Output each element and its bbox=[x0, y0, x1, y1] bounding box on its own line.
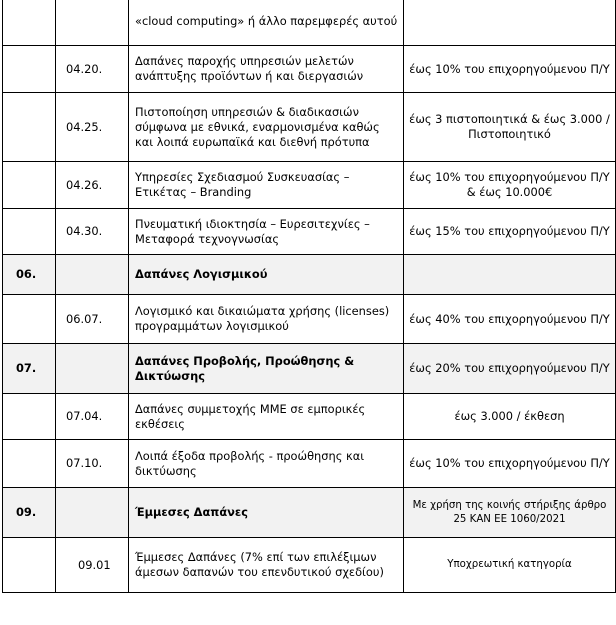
category-code: 06. bbox=[3, 255, 56, 295]
expense-description: Δαπάνες συμμετοχής ΜΜΕ σε εμπορικές εκθέσεις bbox=[129, 394, 404, 440]
subcategory-code: 04.20. bbox=[56, 46, 129, 93]
table-row bbox=[3, 538, 616, 593]
expense-limit: έως 40% του επιχορηγούμενου Π/Υ bbox=[404, 295, 616, 344]
subcategory-code bbox=[56, 488, 129, 538]
subcategory-code: 04.30. bbox=[56, 209, 129, 255]
expense-limit: έως 15% του επιχορηγούμενου Π/Υ bbox=[404, 209, 616, 255]
category-code: 09. bbox=[3, 488, 56, 538]
expense-limit bbox=[404, 0, 616, 46]
subcategory-code bbox=[56, 344, 129, 394]
expense-description: Υπηρεσίες Σχεδιασμού Συσκευασίας – Ετικέτας – Branding bbox=[129, 162, 404, 209]
category-code bbox=[3, 538, 56, 593]
table-row bbox=[3, 440, 616, 488]
category-code bbox=[3, 440, 56, 488]
table-row bbox=[3, 46, 616, 93]
expense-description: Έμμεσες Δαπάνες (7% επί των επιλέξιμων άμεσων δαπανών του επενδυτικού σχεδίου) bbox=[129, 538, 404, 593]
expense-limit: έως 3 πιστοποιητικά & έως 3.000 / Πιστοποιητικό bbox=[404, 93, 616, 162]
category-code bbox=[3, 162, 56, 209]
category-code bbox=[3, 209, 56, 255]
expense-description: Πνευματική ιδιοκτησία – Ευρεσιτεχνίες – Μεταφορά τεχνογνωσίας bbox=[129, 209, 404, 255]
table-row bbox=[3, 0, 616, 46]
table-row bbox=[3, 295, 616, 344]
table-row bbox=[3, 255, 616, 295]
subcategory-code: 07.04. bbox=[56, 394, 129, 440]
expense-description: Δαπάνες παροχής υπηρεσιών μελετών ανάπτυξης προϊόντων ή και διεργασιών bbox=[129, 46, 404, 93]
table-row bbox=[3, 162, 616, 209]
category-title: Δαπάνες Προβολής, Προώθησης & Δικτύωσης bbox=[129, 344, 404, 394]
expense-description: Πιστοποίηση υπηρεσιών & διαδικασιών σύμφωνα με εθνικά, εναρμονισμένα καθώς και λοιπά ευρωπαϊκά και διεθνή πρότυπα bbox=[129, 93, 404, 162]
table-row bbox=[3, 209, 616, 255]
table-row bbox=[3, 488, 616, 538]
subcategory-code: 09.01 bbox=[56, 538, 129, 593]
table-row bbox=[3, 344, 616, 394]
category-code bbox=[3, 394, 56, 440]
expense-description: Λογισμικό και δικαιώματα χρήσης (licenses) προγραμμάτων λογισμικού bbox=[129, 295, 404, 344]
expense-description: «cloud computing» ή άλλο παρεμφερές αυτού bbox=[129, 0, 404, 46]
category-code bbox=[3, 0, 56, 46]
expense-limit: έως 10% του επιχορηγούμενου Π/Υ & έως 10.000€ bbox=[404, 162, 616, 209]
expense-description: Λοιπά έξοδα προβολής - προώθησης και δικτύωσης bbox=[129, 440, 404, 488]
expense-limit: Υποχρεωτική κατηγορία bbox=[404, 538, 616, 593]
category-code bbox=[3, 46, 56, 93]
subcategory-code bbox=[56, 0, 129, 46]
subcategory-code: 06.07. bbox=[56, 295, 129, 344]
table-row bbox=[3, 394, 616, 440]
category-title: Έμμεσες Δαπάνες bbox=[129, 488, 404, 538]
table-row bbox=[3, 93, 616, 162]
expense-limit: Με χρήση της κοινής στήριξης άρθρο 25 ΚΑΝ ΕΕ 1060/2021 bbox=[404, 488, 616, 538]
subcategory-code: 04.26. bbox=[56, 162, 129, 209]
expense-limit: έως 10% του επιχορηγούμενου Π/Υ bbox=[404, 440, 616, 488]
expense-limit bbox=[404, 255, 616, 295]
expense-limit: έως 10% του επιχορηγούμενου Π/Υ bbox=[404, 46, 616, 93]
category-code bbox=[3, 93, 56, 162]
expense-limit: έως 3.000 / έκθεση bbox=[404, 394, 616, 440]
subcategory-code: 04.25. bbox=[56, 93, 129, 162]
subcategory-code bbox=[56, 255, 129, 295]
expenses-table bbox=[2, 0, 616, 593]
category-title: Δαπάνες Λογισμικού bbox=[129, 255, 404, 295]
category-code bbox=[3, 295, 56, 344]
expense-limit: έως 20% του επιχορηγούμενου Π/Υ bbox=[404, 344, 616, 394]
category-code: 07. bbox=[3, 344, 56, 394]
subcategory-code: 07.10. bbox=[56, 440, 129, 488]
